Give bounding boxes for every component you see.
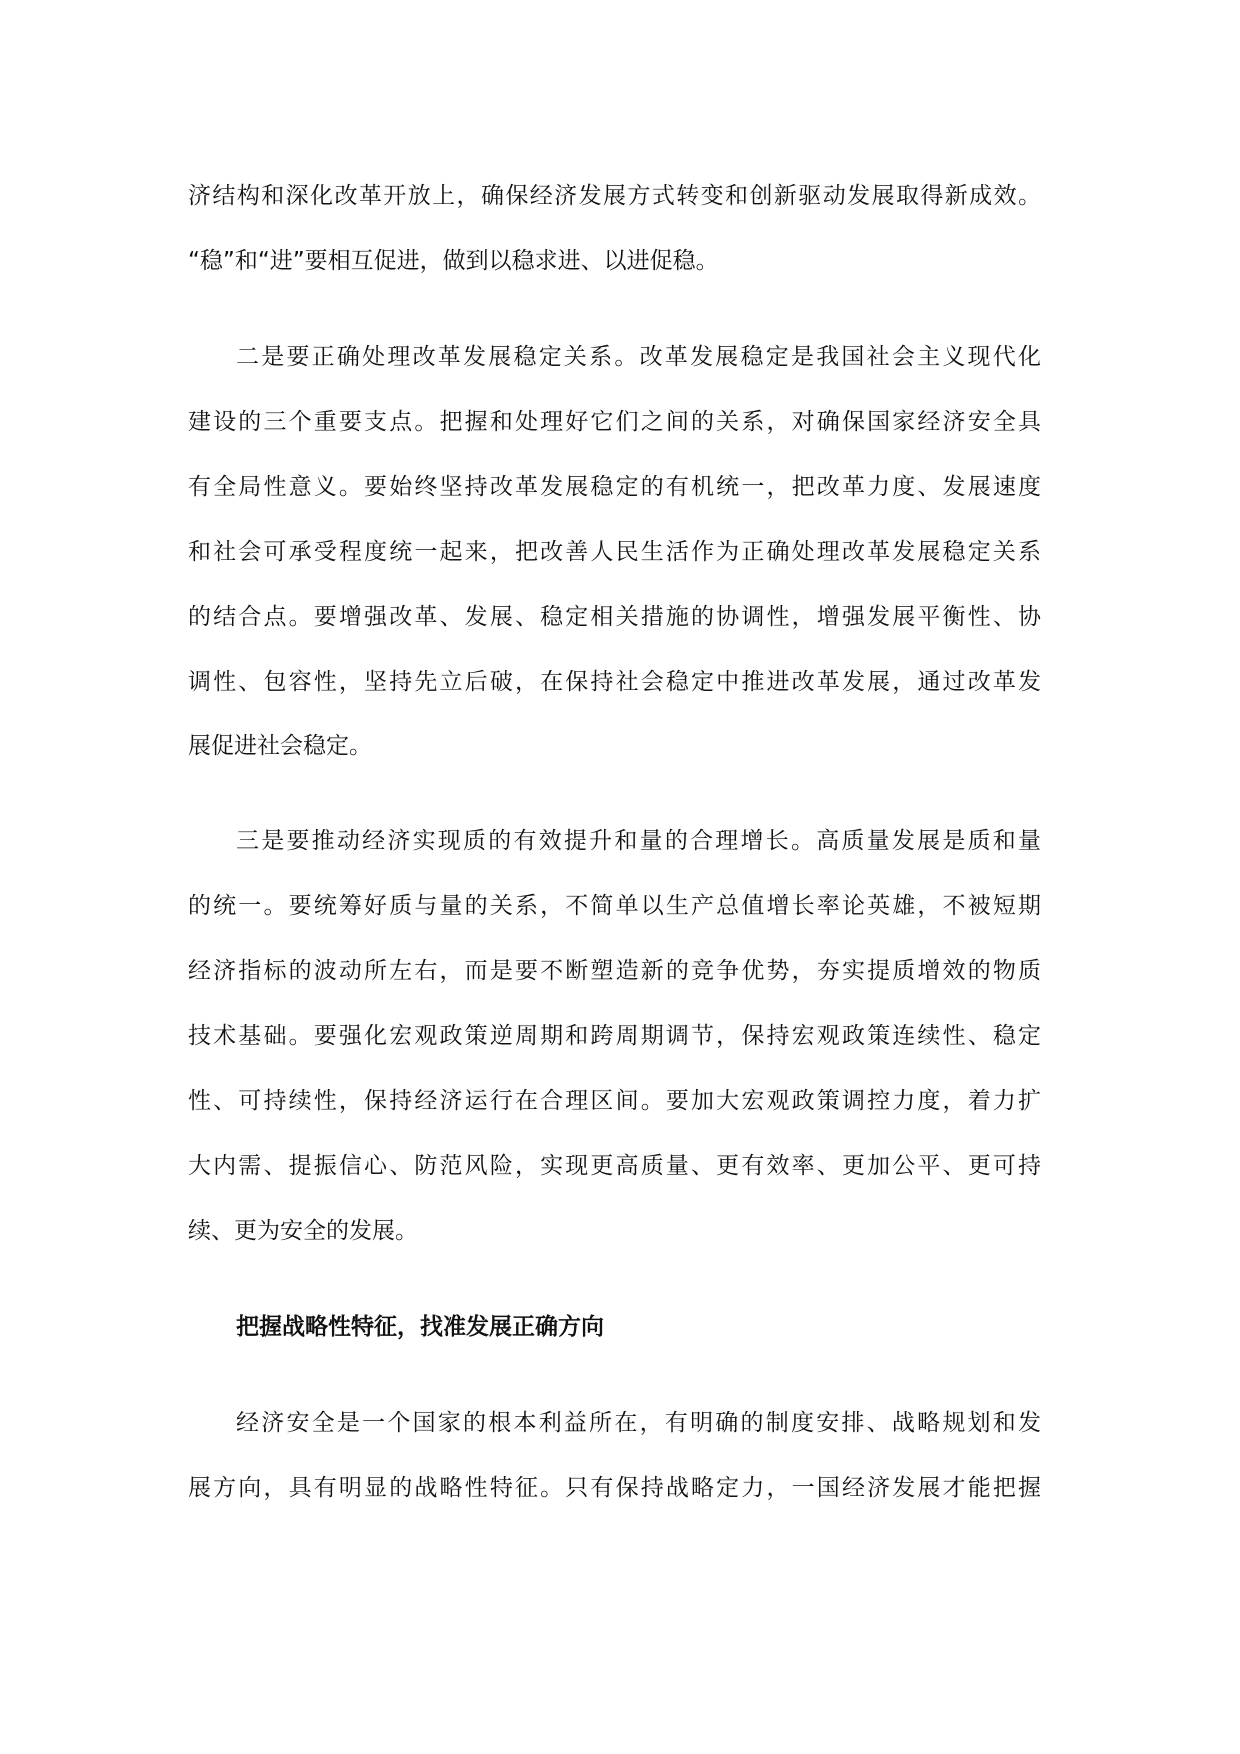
- text-line: 经济安全是一个国家的根本利益所在，有明确的制度安排、战略规划和发: [236, 1410, 1041, 1436]
- text-line: “稳”和“进”要相互促进，做到以稳求进、以进促稳。: [188, 248, 719, 274]
- text-line: 的统一。要统筹好质与量的关系，不简单以生产总值增长率论英雄，不被短期: [188, 893, 1041, 919]
- text-line: 技术基础。要强化宏观政策逆周期和跨周期调节，保持宏观政策连续性、稳定: [188, 1023, 1041, 1049]
- text-line: 有全局性意义。要始终坚持改革发展稳定的有机统一，把改革力度、发展速度: [188, 474, 1041, 500]
- text-line: 建设的三个重要支点。把握和处理好它们之间的关系，对确保国家经济安全具: [188, 409, 1041, 435]
- text-line: 二是要正确处理改革发展稳定关系。改革发展稳定是我国社会主义现代化: [236, 344, 1041, 370]
- text-line: 性、可持续性，保持经济运行在合理区间。要加大宏观政策调控力度，着力扩: [188, 1088, 1041, 1114]
- text-line: 大内需、提振信心、防范风险，实现更高质量、更有效率、更加公平、更可持: [188, 1153, 1041, 1179]
- text-line: 的结合点。要增强改革、发展、稳定相关措施的协调性，增强发展平衡性、协: [188, 604, 1041, 630]
- text-line: 和社会可承受程度统一起来，把改善人民生活作为正确处理改革发展稳定关系: [188, 539, 1041, 565]
- text-line: 经济指标的波动所左右，而是要不断塑造新的竞争优势，夯实提质增效的物质: [188, 958, 1041, 984]
- text-line: 展促进社会稳定。: [188, 733, 372, 759]
- text-line: 续、更为安全的发展。: [188, 1218, 418, 1244]
- text-line: 展方向，具有明显的战略性特征。只有保持战略定力，一国经济发展才能把握: [188, 1475, 1041, 1501]
- section-heading: 把握战略性特征，找准发展正确方向: [236, 1314, 604, 1340]
- text-line: 济结构和深化改革开放上，确保经济发展方式转变和创新驱动发展取得新成效。: [188, 183, 1041, 209]
- text-line: 三是要推动经济实现质的有效提升和量的合理增长。高质量发展是质和量: [236, 828, 1041, 854]
- text-line: 调性、包容性，坚持先立后破，在保持社会稳定中推进改革发展，通过改革发: [188, 669, 1041, 695]
